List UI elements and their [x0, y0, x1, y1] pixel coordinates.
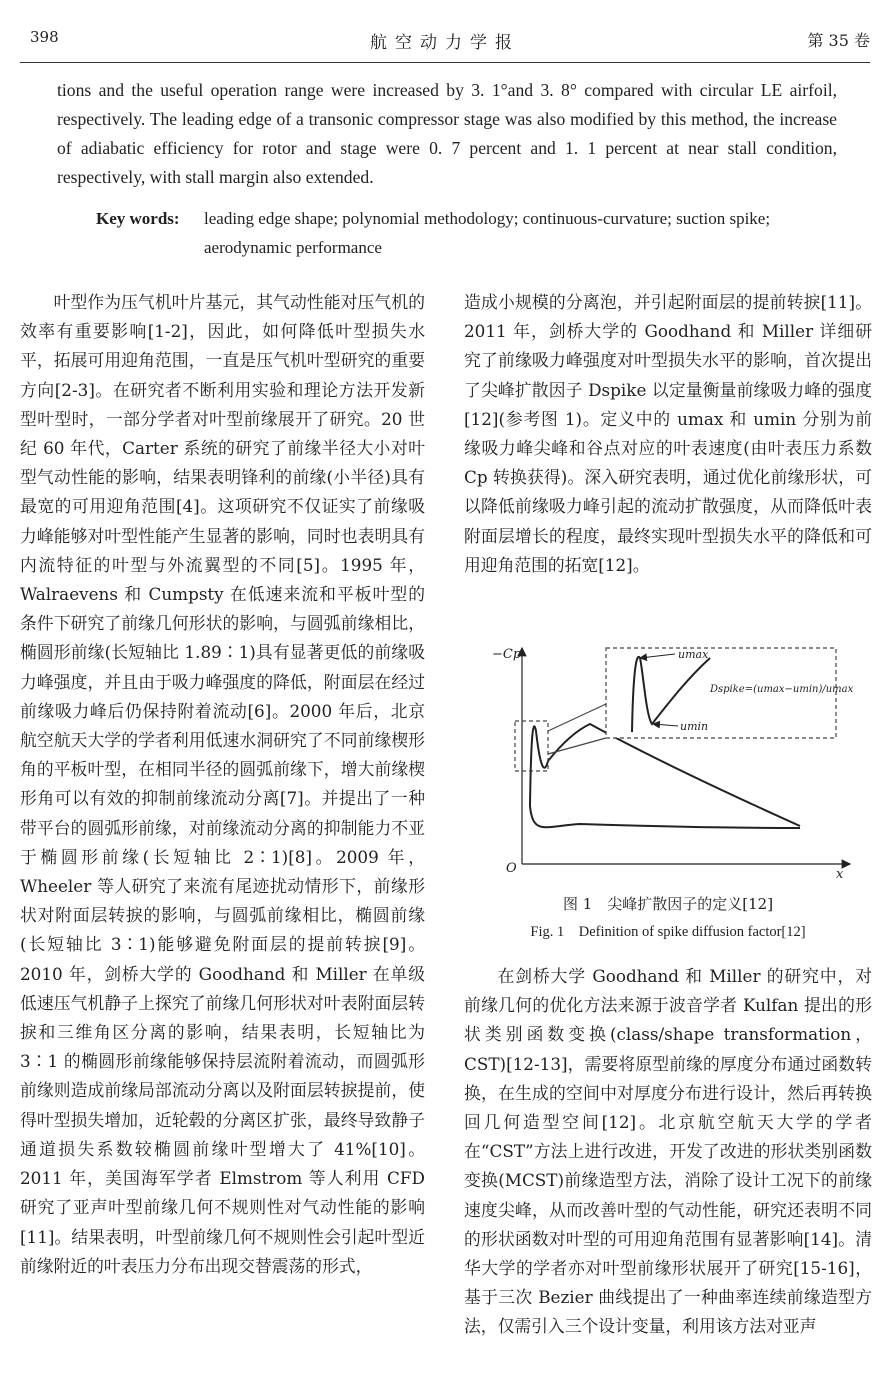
lower-cp-curve — [530, 806, 800, 828]
right-column-top — [464, 288, 872, 580]
journal-title: 航空动力学报 — [370, 33, 520, 53]
right-column-bottom-text: 在剑桥大学 Goodhand 和 Miller 的研究中，对前缘几何的优化方法来源于波音学者 Kulfan 提出的形状类别函数变换(class/shape transformation，CST)[12-13]，需要将原型前缘的厚度分布通过函数转换，在生成的空间中对厚度分布进行设计，然后再转换回几何造型空间[12]。北京航空航天大学的学者在“CST”方法上进行改进，开发了改进的形状类别函数变换(MCST)前缘造型方法，消除了设计工况下的前缘速度尖峰，从而改善叶型的气动性能，研究还表明不同的形状函数对叶型的可用迎角范围有显著影响[14]。清华大学的学者亦对叶型前缘形状展开了研究[15-16]，基于三次 Bezier 曲线提出了一种曲率连续前缘造型方法，仅需引入三个设计变量，利用该方法对亚声 — [464, 966, 872, 1337]
right-column-bottom — [464, 962, 872, 1342]
dspike-formula: Dspike=(umax−umin)/umax — [710, 684, 854, 695]
keywords-label: Key words: — [96, 209, 180, 228]
y-axis-label: −Cp — [492, 647, 522, 662]
figure-caption-cn: 图 1 尖峰扩散因子的定义[12] — [562, 895, 774, 913]
right-column-top-text: 造成小规模的分离泡，并引起附面层的提前转捩[11]。2011 年，剑桥大学的 Goodhand 和 Miller 详细研究了前缘吸力峰强度对叶型损失水平的影响，首次提出了尖峰扩散因子 Dspike 以定量衡量前缘吸力峰的强度[12](参考图 1)。定义中的 umax 和 umin 分别为前缘吸力峰尖峰和谷点对应的叶表速度(由叶表压力系数 Cp 转换获得)。深入研究表明，通过优化前缘形状，可以降低前缘吸力峰引起的流动扩散强度，从而降低叶表附面层增长的程度，最终实现叶型损失水平的降低和可用迎角范围的拓宽[12]。 — [464, 292, 872, 575]
header-rule — [20, 62, 870, 63]
origin-label: O — [506, 861, 517, 876]
umin-label: umin — [680, 720, 709, 733]
figure-1 — [492, 636, 860, 882]
upper-cp-curve — [530, 724, 800, 826]
left-column — [20, 288, 425, 1388]
x-axis-label: x — [836, 867, 844, 882]
keywords-list: leading edge shape; polynomial methodology; continuous-curvature; suction spike; aerodynamic performance — [204, 209, 771, 257]
left-column-text: 叶型作为压气机叶片基元，其气动性能对压气机的效率有重要影响[1-2]，因此，如何降低叶型损失水平，拓展可用迎角范围，一直是压气机叶型研究的重要方向[2-3]。在研究者不断利用实验和理论方法开发新型叶型时，一部分学者对叶型前缘展开了研究。20 世纪 60 年代，Carter 系统的研究了前缘半径大小对叶型气动性能的影响，结果表明锋利的前缘(小半径)具有最宽的可用迎角范围[4]。这项研究不仅证实了前缘吸力峰能够对叶型性能产生显著的影响，同时也表明具有内流特征的叶型与外流翼型的不同[5]。1995 年，Walraevens 和 Cumpsty 在低速来流和平板叶型的条件下研究了前缘几何形状的影响，与圆弧前缘相比，椭圆形前缘(长短轴比 1.89∶1)具有显著更低的前缘吸力峰强度，并且由于吸力峰强度的降低，附面层在经过前缘吸力峰后仍保持附着流动[6]。2000 年后，北京航空航天大学的学者利用低速水洞研究了不同前缘楔形角的平板叶型，在相同半径的圆弧前缘下，增大前缘楔形角可以有效的抑制前缘流动分离[7]。并提出了一种带平台的圆弧形前缘，对前缘流动分离的抑制能力不亚于椭圆形前缘(长短轴比 2∶1)[8]。2009 年，Wheeler 等人研究了来流有尾迹扰动情形下，前缘形状对附面层转捩的影响，与圆弧前缘相比，椭圆前缘(长短轴比 3∶1)能够避免附面层的提前转捩[9]。2010 年，剑桥大学的 Goodhand 和 Miller 在单级低速压气机静子上探究了前缘几何形状对叶表附面层转捩和三维角区分离的影响，结果表明，长短轴比为 3∶1 的椭圆形前缘能够保持层流附着流动，而圆弧形前缘则造成前缘局部流动分离以及附面层转捩提前，使得叶型损失增加，近轮毂的分离区扩张，最终导致静子通道损失系数较椭圆前缘叶型增大了 41%[10]。2011 年，美国海军学者 Elmstrom 等人利用 CFD 研究了亚声叶型前缘几何不规则性对气动性能的影响[11]。结果表明，叶型前缘几何不规则性会引起叶型近前缘附近的叶表压力分布出现交替震荡的形式， — [20, 292, 425, 1276]
volume-label: 第 35 卷 — [807, 31, 870, 50]
figure-caption-en: Fig. 1 Definition of spike diffusion factor[12] — [530, 924, 806, 940]
keywords-block — [96, 204, 816, 262]
page-number: 398 — [30, 28, 59, 46]
running-header — [20, 28, 870, 54]
zoom-connector-bottom — [548, 738, 606, 754]
abstract-tail — [57, 76, 837, 192]
abstract-text: tions and the useful operation range were increased by 3. 1°and 3. 8° compared with circular LE airfoil, respectively. The leading edge of a transonic compressor stage was also modified by this method, the increase of adiabatic efficiency for rotor and stage were 0. 7 percent and 1. 1 percent at near stall condition, respectively, with stall margin also extended. — [57, 80, 837, 187]
spike-diffusion-diagram — [492, 636, 860, 882]
umax-label: umax — [678, 648, 709, 661]
